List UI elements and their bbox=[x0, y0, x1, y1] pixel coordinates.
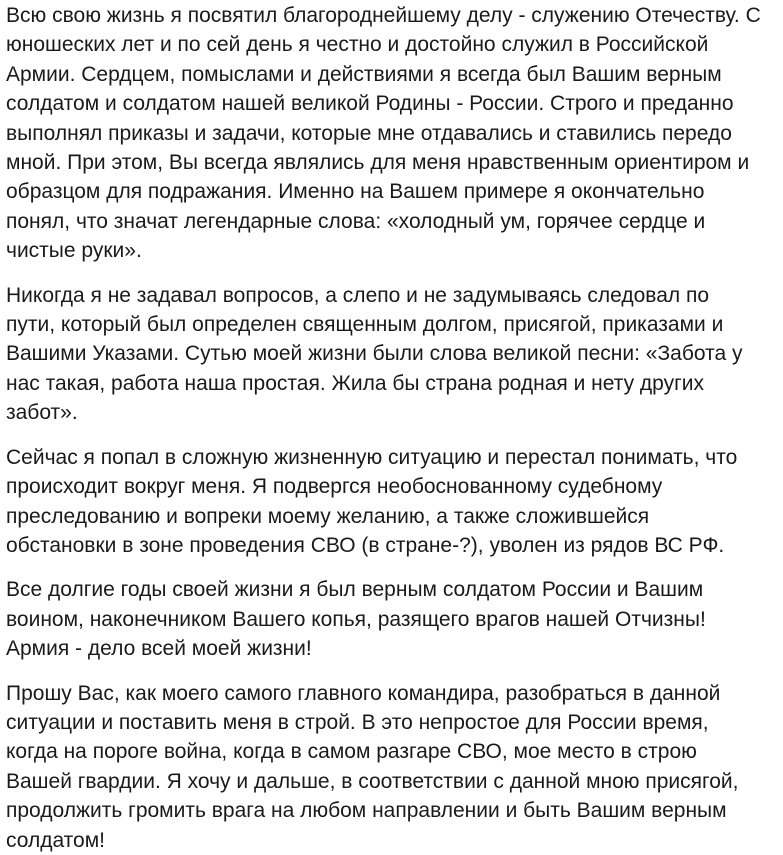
paragraph-3: Сейчас я попал в сложную жизненную ситуацию и перестал понимать, что происходит вокруг меня. Я подвергся необоснованному судебному преследованию и вопреки моему желанию, а также сложившейся обстановки в зоне проведения СВО (в стране-?), уволен из рядов ВС РФ. bbox=[6, 445, 738, 557]
paragraph-1: Всю свою жизнь я посвятил благороднейшему делу - служению Отечеству. С юношеских лет и по сей день я честно и достойно служил в Российской Армии. Сердцем, помыслами и действиями я всегда был Вашим верным солдатом и солдатом нашей великой Родины - России. Строго и преданно выполнял приказы и задачи, которые мне отдавались и ставились передо мной. При этом, Вы всегда являлись для меня нравственным ориентиром и образцом для подражания. Именно на Вашем примере я окончательно понял, что значат легендарные слова: «холодный ум, горячее сердце и чистые руки». bbox=[6, 4, 761, 263]
paragraph-4: Все долгие годы своей жизни я был верным солдатом России и Вашим воином, наконечником Вашего копья, разящего врагов нашей Отчизны! Армия - дело всей моей жизни! bbox=[6, 578, 706, 661]
paragraph-5: Прошу Вас, как моего самого главного командира, разобраться в данной ситуации и поставить меня в строй. В это непростое для России время, когда на пороге война, когда в самом разгаре СВО, мое место в строю Вашей гвардии. Я хочу и дальше, в соответствии с данной мною присягой, продолжить громить врага на любом направлении и быть Вашим верным солдатом! bbox=[6, 681, 739, 852]
paragraph-2: Никогда я не задавал вопросов, а слепо и не задумываясь следовал по пути, который был определен священным долгом, присягой, приказами и Вашими Указами. Сутью моей жизни были слова великой песни: «Забота у нас такая, работа наша простая. Жила бы страна родная и нету других забот». bbox=[6, 283, 743, 425]
